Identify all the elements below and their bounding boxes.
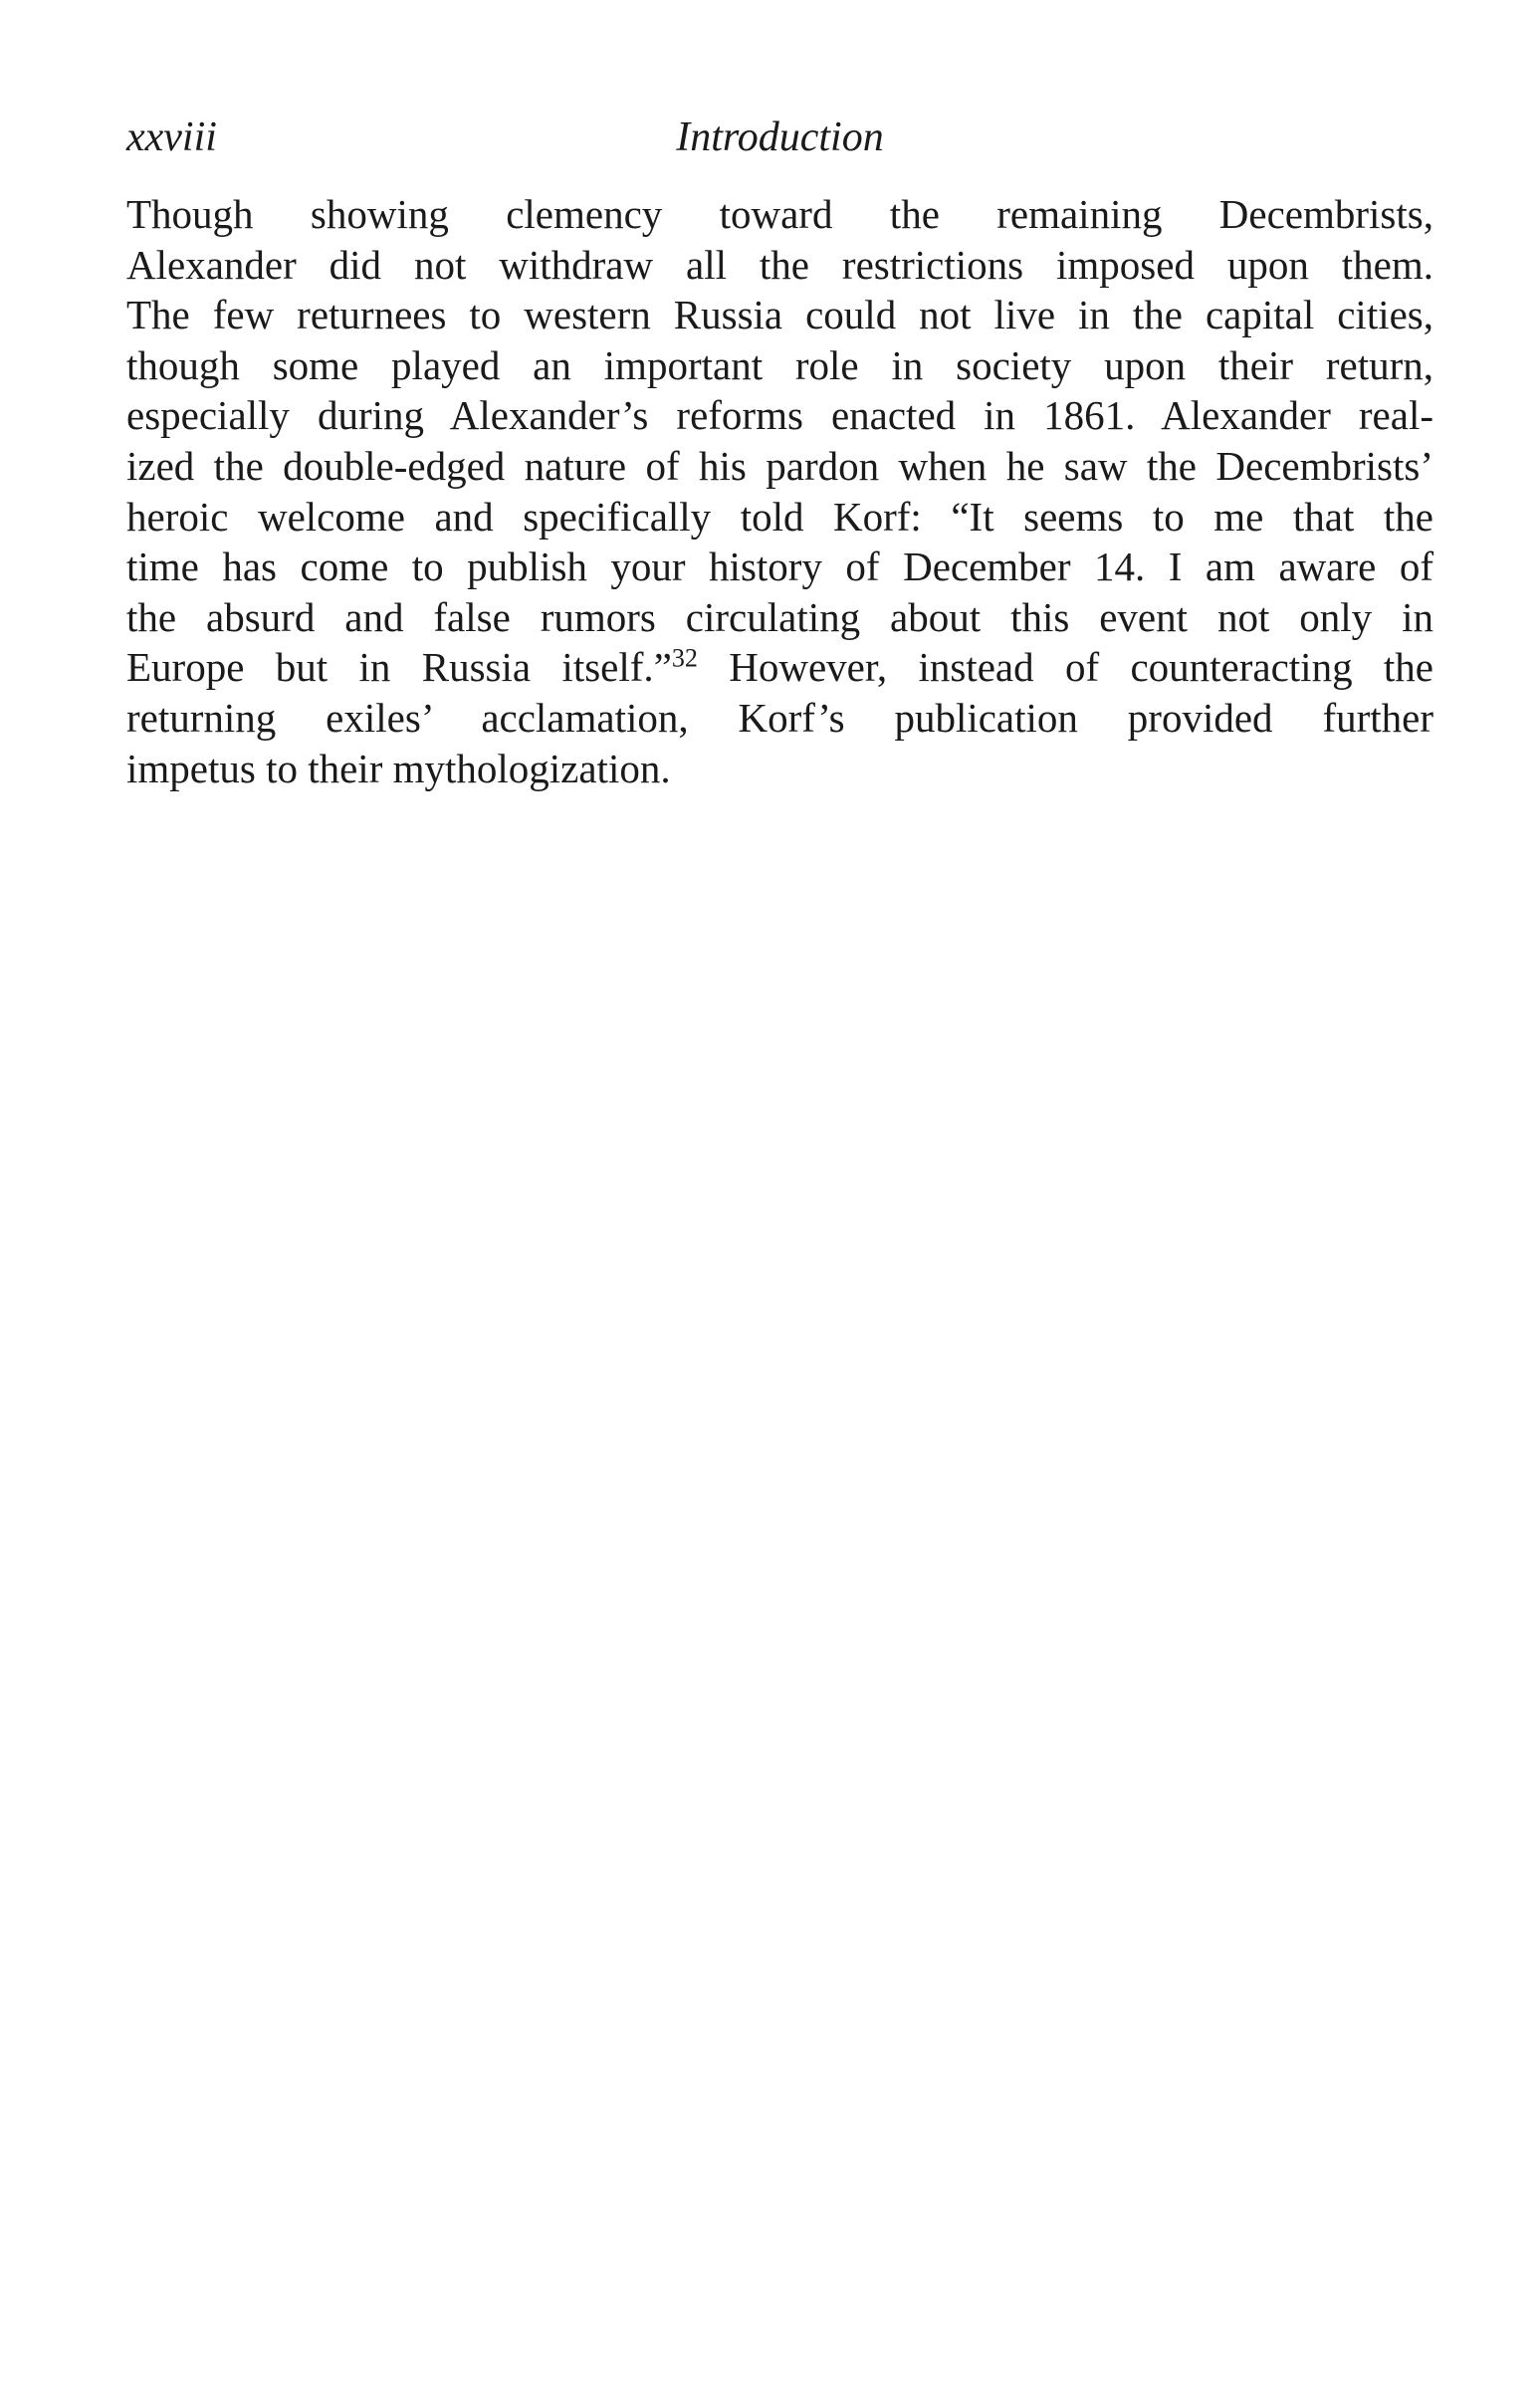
text-segment: However, instead of counteracting the xyxy=(697,644,1434,691)
text-line: though some played an important role in society upon their return, xyxy=(126,341,1433,388)
text-line: returning exiles’ acclamation, Korf’s publication provided further xyxy=(126,694,1433,741)
text-segment: Europe but in Russia itself.” xyxy=(126,644,672,691)
text-line: time has come to publish your history of December 14. I am aware of xyxy=(126,544,1433,590)
page-number: xxviii xyxy=(126,114,217,160)
text-line: especially during Alexander’s reforms enacted in 1861. Alexander real- xyxy=(126,392,1433,439)
text-line: impetus to their mythologization. xyxy=(126,745,671,791)
text-line: Alexander did not withdraw all the restrictions imposed upon them. xyxy=(126,241,1433,288)
text-line: the absurd and false rumors circulating about this event not only in xyxy=(126,593,1433,640)
footnote-reference[interactable]: 32 xyxy=(671,643,698,673)
body-paragraph xyxy=(126,189,1433,793)
text-line: ized the double-edged nature of his pardon when he saw the Decembrists’ xyxy=(126,442,1433,489)
text-line: The few returnees to western Russia could not live in the capital cities, xyxy=(126,292,1433,338)
text-line: heroic welcome and specifically told Korf: “It seems to me that the xyxy=(126,493,1433,540)
text-line: Though showing clemency toward the remaining Decembrists, xyxy=(126,191,1433,237)
text-line-with-note xyxy=(126,642,1433,693)
book-page xyxy=(126,108,1433,793)
running-title: Introduction xyxy=(676,114,884,160)
running-head xyxy=(126,108,1433,167)
